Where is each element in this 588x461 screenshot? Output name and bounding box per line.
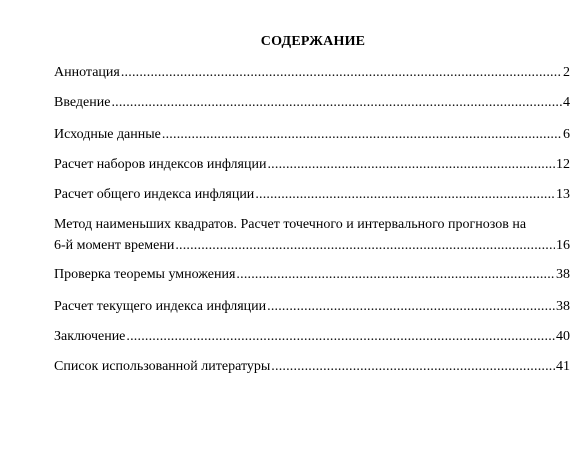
toc-entry-text-line1: Метод наименьших квадратов. Расчет точечного и интервального прогнозов на: [54, 217, 527, 232]
toc-entry-page: 38: [556, 299, 570, 314]
toc-entry-page: 4: [563, 95, 570, 110]
dot-leader: [162, 126, 562, 144]
toc-entry-page: 38: [556, 267, 570, 282]
toc-entry: [54, 328, 570, 346]
toc-entry-text: Расчет наборов индексов инфляции: [54, 157, 267, 172]
toc-entry-page: 2: [563, 65, 570, 80]
toc-entry-text: Введение: [54, 95, 111, 110]
toc-entry: [54, 186, 570, 204]
dot-leader: [267, 156, 555, 174]
toc-entry-text: Исходные данные: [54, 127, 161, 142]
dot-leader: [126, 328, 555, 346]
toc-entry-page: 6: [563, 127, 570, 142]
toc-entry-text: Расчет общего индекса инфляции: [54, 187, 255, 202]
toc-entry-page: 12: [556, 157, 570, 172]
toc-entry-text: Проверка теоремы умножения: [54, 267, 236, 282]
dot-leader: [111, 94, 562, 112]
toc-entry-text: Аннотация: [54, 65, 120, 80]
toc-entry: [54, 298, 570, 316]
dot-leader: [236, 266, 555, 284]
dot-leader: [255, 186, 555, 204]
dot-leader: [271, 358, 555, 376]
toc-entry-text-line2: 6-й момент времени: [54, 238, 175, 253]
toc-entry: [54, 216, 570, 255]
toc-entry-text: Расчет текущего индекса инфляции: [54, 299, 267, 314]
dot-leader: [121, 64, 562, 82]
toc-entry-page: 16: [556, 238, 570, 253]
toc-entry-text: Заключение: [54, 329, 126, 344]
toc-title: СОДЕРЖАНИЕ: [260, 34, 366, 49]
toc-entry: [54, 266, 570, 284]
toc-entry: [54, 358, 570, 376]
toc-entry: [54, 94, 570, 112]
toc-entry-page: 41: [556, 359, 570, 374]
toc-entry: [54, 156, 570, 174]
dot-leader: [175, 237, 555, 255]
toc-entry-text: Список использованной литературы: [54, 359, 271, 374]
toc-entry: [54, 126, 570, 144]
toc-entry-page: 13: [556, 187, 570, 202]
dot-leader: [267, 298, 555, 316]
toc-entry: [54, 64, 570, 82]
toc-entry-page: 40: [556, 329, 570, 344]
